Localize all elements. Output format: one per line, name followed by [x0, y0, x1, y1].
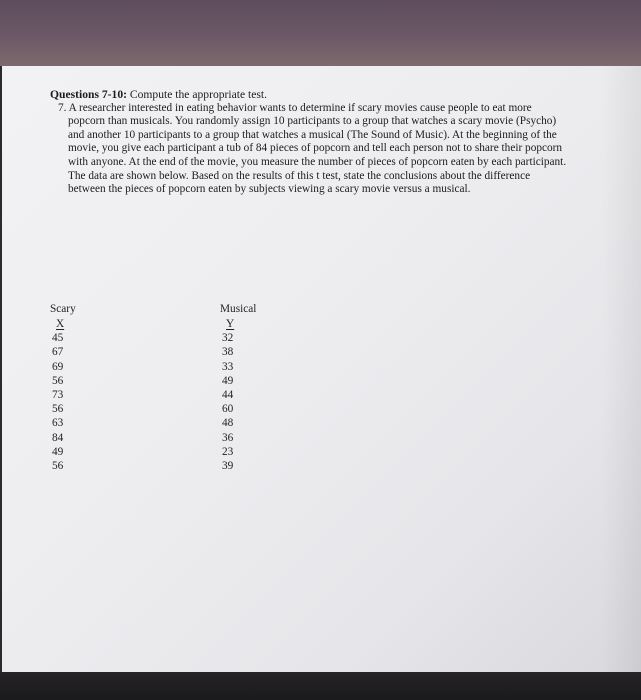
scary-value: 84	[52, 431, 64, 444]
musical-value: 23	[222, 445, 234, 458]
question-heading	[50, 88, 570, 102]
scary-value: 45	[52, 332, 64, 345]
scary-value: 67	[52, 346, 64, 359]
scary-column-title: Scary	[50, 303, 76, 315]
scary-value: 49	[52, 445, 64, 458]
musical-column-title: Musical	[220, 303, 257, 315]
scary-variable-label: X	[56, 318, 65, 330]
background-bottom	[0, 672, 641, 700]
musical-value: 49	[222, 374, 234, 387]
background-top	[0, 0, 641, 66]
scary-value: 56	[52, 403, 64, 416]
musical-variable-label: Y	[226, 318, 235, 330]
scary-value: 56	[52, 459, 64, 472]
scary-value: 69	[52, 360, 64, 373]
musical-value: 44	[222, 388, 234, 401]
musical-value: 36	[222, 431, 234, 444]
data-table	[50, 302, 310, 502]
scary-value: 63	[52, 417, 64, 430]
scary-value: 56	[52, 374, 64, 387]
scary-column	[50, 302, 76, 473]
musical-value: 39	[222, 459, 234, 472]
question-heading-label: Questions 7-10:	[50, 88, 127, 101]
musical-value: 38	[222, 346, 234, 359]
question-block	[50, 88, 570, 197]
musical-value: 48	[222, 417, 234, 430]
musical-value: 60	[222, 403, 234, 416]
musical-value: 32	[222, 332, 234, 345]
question-heading-instruction: Compute the appropriate test.	[126, 88, 268, 101]
musical-column	[220, 302, 256, 473]
musical-value: 33	[222, 360, 234, 373]
scary-value: 73	[52, 388, 64, 401]
problem-text: 7. A researcher interested in eating behavior wants to determine if scary movies cause people to eat more popcorn than musicals. You randomly assign 10 participants to a group that watches a scary movie (Psycho) and another 10 participants to a group that watches a musical (The Sound of Music). At the beginning of the movie, you give each participant a tub of 84 pieces of popcorn and tell each person not to share their popcorn with anyone. At the end of the movie, you measure the number of pieces of popcorn eaten by each participant. The data are shown below. Based on the results of this t test, state the conclusions about the difference between the pieces of popcorn eaten by subjects viewing a scary movie versus a musical.	[58, 101, 567, 196]
